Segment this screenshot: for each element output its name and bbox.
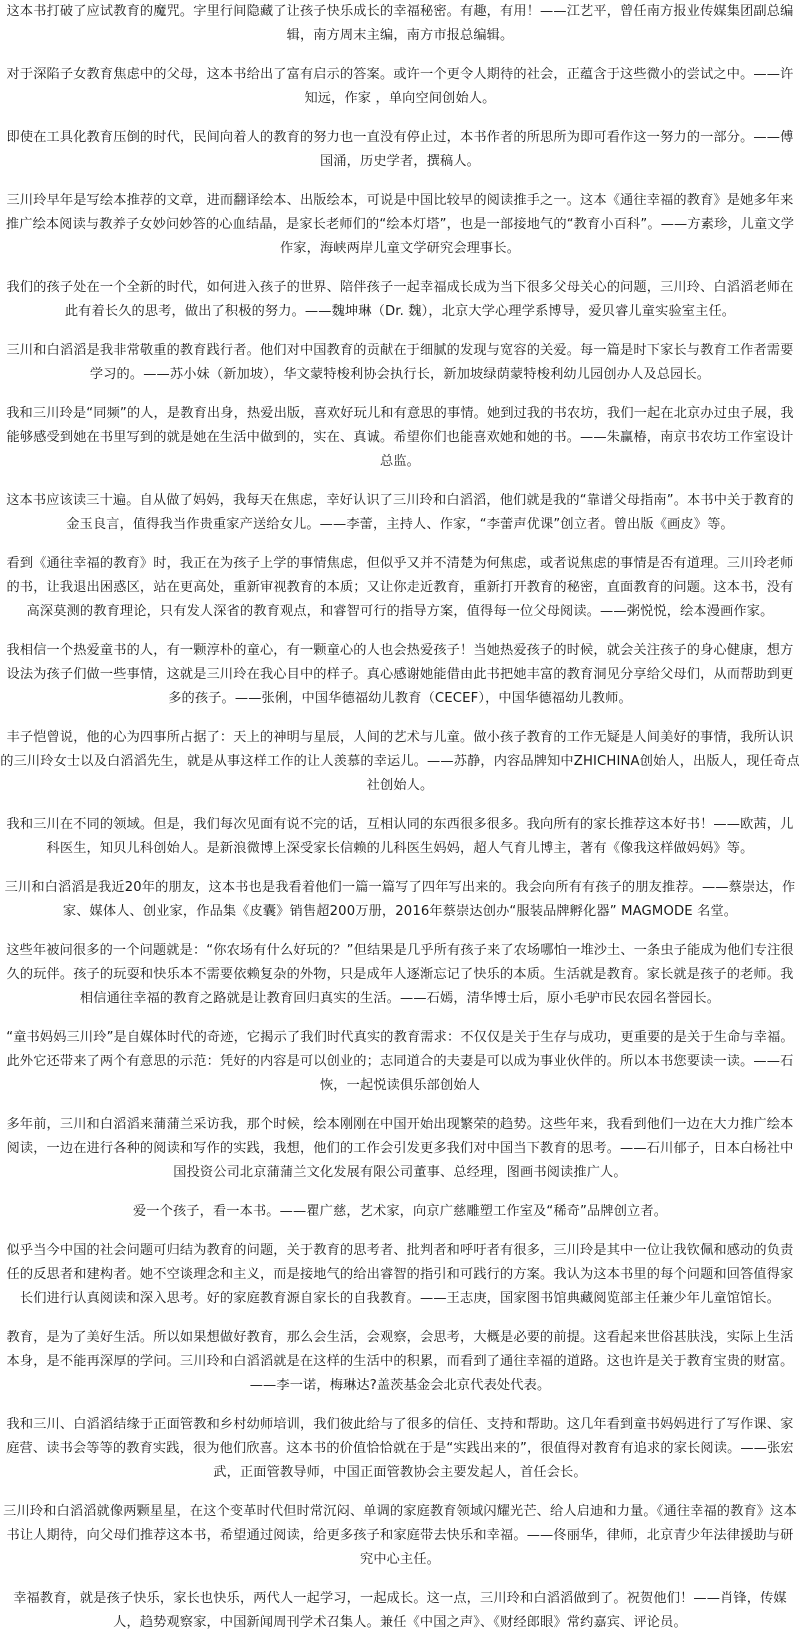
endorsement-paragraph: 我相信一个热爱童书的人，有一颗淳朴的童心，有一颗童心的人也会热爱孩子！当她热爱孩子的时候，就会关注孩子的身心健康，想方设法为孩子们做一些事情，这就是三川玲在我心目中的样子。真心感谢她能借由此书把她丰富的教育洞见分享给父母们，从而帮助到更多的孩子。——张俐，中国华德福幼儿教育（CECEF），中国华德福幼儿教师。 <box>6 643 794 706</box>
endorsement-paragraph: 我和三川玲是“同频”的人，是教育出身，热爱出版，喜欢好玩儿和有意思的事情。她到过我的书农坊，我们一起在北京办过虫子展，我能够感受到她在书里写到的就是她在生活中做到的，实在、真诚。希望你们也能喜欢她和她的书。——朱赢椿，南京书农坊工作室设计总监。 <box>6 406 794 469</box>
endorsement-paragraph: 这些年被问很多的一个问题就是：“你农场有什么好玩的？”但结果是几乎所有孩子来了农场哪怕一堆沙土、一条虫子能成为他们专注很久的玩伴。孩子的玩耍和快乐本不需要依赖复杂的外物，只是成年人逐渐忘记了快乐的本质。生活就是教育。家长就是孩子的老师。我相信通往幸福的教育之路就是让教育回归真实的生活。——石嫣，清华博士后，原小毛驴市民农园名誉园长。 <box>6 943 794 1006</box>
endorsement-paragraph: 三川和白滔滔是我非常敬重的教育践行者。他们对中国教育的贡献在于细腻的发现与宽容的关爱。每一篇是时下家长与教育工作者需要学习的。——苏小妹（新加坡），华文蒙特梭利协会执行长，新加坡绿荫蒙特梭利幼儿园创办人及总园长。 <box>6 343 794 382</box>
endorsement-paragraph: 多年前，三川和白滔滔来蒲蒲兰采访我，那个时候，绘本刚刚在中国开始出现繁荣的趋势。这些年来，我看到他们一边在大力推广绘本阅读，一边在进行各种的阅读和写作的实践，我想，他们的工作会引发更多我们对中国当下教育的思考。——石川郁子，日本白杨社中国投资公司北京蒲蒲兰文化发展有限公司董事、总经理，图画书阅读推广人。 <box>6 1117 794 1180</box>
endorsement-paragraph: 教育，是为了美好生活。所以如果想做好教育，那么会生活，会观察，会思考，大概是必要的前提。这看起来世俗甚肤浅，实际上生活本身，是不能再深厚的学问。三川玲和白滔滔就是在这样的生活中的积累，而看到了通往幸福的道路。这也许是关于教育宝贵的财富。——李一诺，梅琳达?盖茨基金会北京代表处代表。 <box>6 1330 794 1393</box>
endorsement-paragraph: “童书妈妈三川玲”是自媒体时代的奇迹，它揭示了我们时代真实的教育需求：不仅仅是关于生存与成功，更重要的是关于生命与幸福。此外它还带来了两个有意思的示范：凭好的内容是可以创业的；志同道合的夫妻是可以成为事业伙伴的。所以本书您要读一读。——石恢，一起悦读俱乐部创始人 <box>6 1030 794 1093</box>
endorsement-paragraph: 三川玲早年是写绘本推荐的文章，进而翻译绘本、出版绘本，可说是中国比较早的阅读推手之一。这本《通往幸福的教育》是她多年来推广绘本阅读与教养子女妙问妙答的心血结晶，是家长老师们的“绘本灯塔”，也是一部接地气的“教育小百科”。——方素珍，儿童文学作家，海峡两岸儿童文学研究会理事长。 <box>5 193 795 256</box>
endorsement-paragraph: 幸福教育，就是孩子快乐，家长也快乐，两代人一起学习，一起成长。这一点，三川玲和白滔滔做到了。祝贺他们！——肖锋，传媒人，趋势观察家，中国新闻周刊学术召集人。兼任《中国之声》、《财经郎眼》常约嘉宾、评论员。 <box>13 1591 787 1630</box>
endorsement-paragraph: 三川和白滔滔是我近20年的朋友，这本书也是我看着他们一篇一篇写了四年写出来的。我会向所有有孩子的朋友推荐。——蔡崇达，作家、媒体人、创业家，作品集《皮囊》销售超200万册，2016年蔡崇达创办“服装品牌孵化器” MAGMODE 名堂。 <box>4 880 796 919</box>
endorsement-paragraph: 这本书应该读三十遍。自从做了妈妈，我每天在焦虑，幸好认识了三川玲和白滔滔，他们就是我的“靠谱父母指南”。本书中关于教育的金玉良言，值得我当作贵重家产送给女儿。——李蕾，主持人、作家，“李蕾声优课”创立者。曾出版《画皮》等。 <box>6 493 794 532</box>
endorsement-paragraph: 丰子恺曾说，他的心为四事所占据了：天上的神明与星辰，人间的艺术与儿童。做小孩子教育的工作无疑是人间美好的事情，我所认识的三川玲女士以及白滔滔先生，就是从事这样工作的让人羡慕的幸运儿。——苏静，内容品牌知中ZHICHINA创始人，出版人，现任奇点社创始人。 <box>0 730 800 793</box>
endorsement-paragraph: 我和三川、白滔滔结缘于正面管教和乡村幼师培训，我们彼此给与了很多的信任、支持和帮助。这几年看到童书妈妈进行了写作课、家庭营、读书会等等的教育实践，很为他们欣喜。这本书的价值恰恰就在于是“实践出来的”，很值得对教育有追求的家长阅读。——张宏武，正面管教导师，中国正面管教协会主要发起人，首任会长。 <box>6 1417 794 1480</box>
endorsement-paragraph: 这本书打破了应试教育的魔咒。字里行间隐藏了让孩子快乐成长的幸福秘密。有趣，有用！——江艺平，曾任南方报业传媒集团副总编辑，南方周末主编，南方市报总编辑。 <box>6 4 794 43</box>
endorsement-paragraph: 三川玲和白滔滔就像两颗星星，在这个变革时代但时常沉闷、单调的家庭教育领域闪耀光芒、给人启迪和力量。《通往幸福的教育》这本书让人期待，向父母们推荐这本书，希望通过阅读，给更多孩子和家庭带去快乐和幸福。——佟丽华，律师，北京青少年法律援助与研究中心主任。 <box>3 1504 797 1567</box>
endorsement-paragraph: 爱一个孩子，看一本书。——瞿广慈，艺术家，向京广慈雕塑工作室及“稀奇”品牌创立者。 <box>132 1204 668 1219</box>
endorsement-paragraph: 我们的孩子处在一个全新的时代，如何进入孩子的世界、陪伴孩子一起幸福成长成为当下很多父母关心的问题，三川玲、白滔滔老师在此有着长久的思考，做出了积极的努力。——魏坤琳（Dr. 魏），北京大学心理学系博导，爱贝睿儿童实验室主任。 <box>6 280 794 319</box>
endorsement-paragraph: 看到《通往幸福的教育》时，我正在为孩子上学的事情焦虑，但似乎又并不清楚为何焦虑，或者说焦虑的事情是否有道理。三川玲老师的书，让我退出困惑区，站在更高处，重新审视教育的本质；又让你走近教育，重新打开教育的秘密，直面教育的问题。这本书，没有高深莫测的教育理论，只有发人深省的教育观点，和睿智可行的指导方案，值得每一位父母阅读。——粥悦悦，绘本漫画作家。 <box>6 556 794 619</box>
endorsement-paragraph: 我和三川在不同的领域。但是，我们每次见面有说不完的话，互相认同的东西很多很多。我向所有的家长推荐这本好书！——欧茜，儿科医生，知贝儿科创始人。是新浪微博上深受家长信赖的儿科医生妈妈，超人气育儿博主，著有《像我这样做妈妈》等。 <box>6 817 794 856</box>
endorsement-paragraph: 似乎当今中国的社会问题可归结为教育的问题，关于教育的思考者、批判者和呼吁者有很多，三川玲是其中一位让我钦佩和感动的负责任的反思者和建构者。她不空谈理念和主义，而是接地气的给出睿智的指引和可践行的方案。我认为这本书里的每个问题和回答值得家长们进行认真阅读和深入思考。好的家庭教育源自家长的自我教育。——王志庚，国家图书馆典藏阅览部主任兼少年儿童馆馆长。 <box>6 1243 794 1306</box>
endorsement-paragraph: 对于深陷子女教育焦虑中的父母，这本书给出了富有启示的答案。或许一个更令人期待的社会，正蕴含于这些微小的尝试之中。——许知远，作家 ，单向空间创始人。 <box>6 67 794 106</box>
endorsement-paragraph: 即使在工具化教育压倒的时代，民间向着人的教育的努力也一直没有停止过，本书作者的所思所为即可看作这一努力的一部分。——傅国涌，历史学者，撰稿人。 <box>6 130 794 169</box>
